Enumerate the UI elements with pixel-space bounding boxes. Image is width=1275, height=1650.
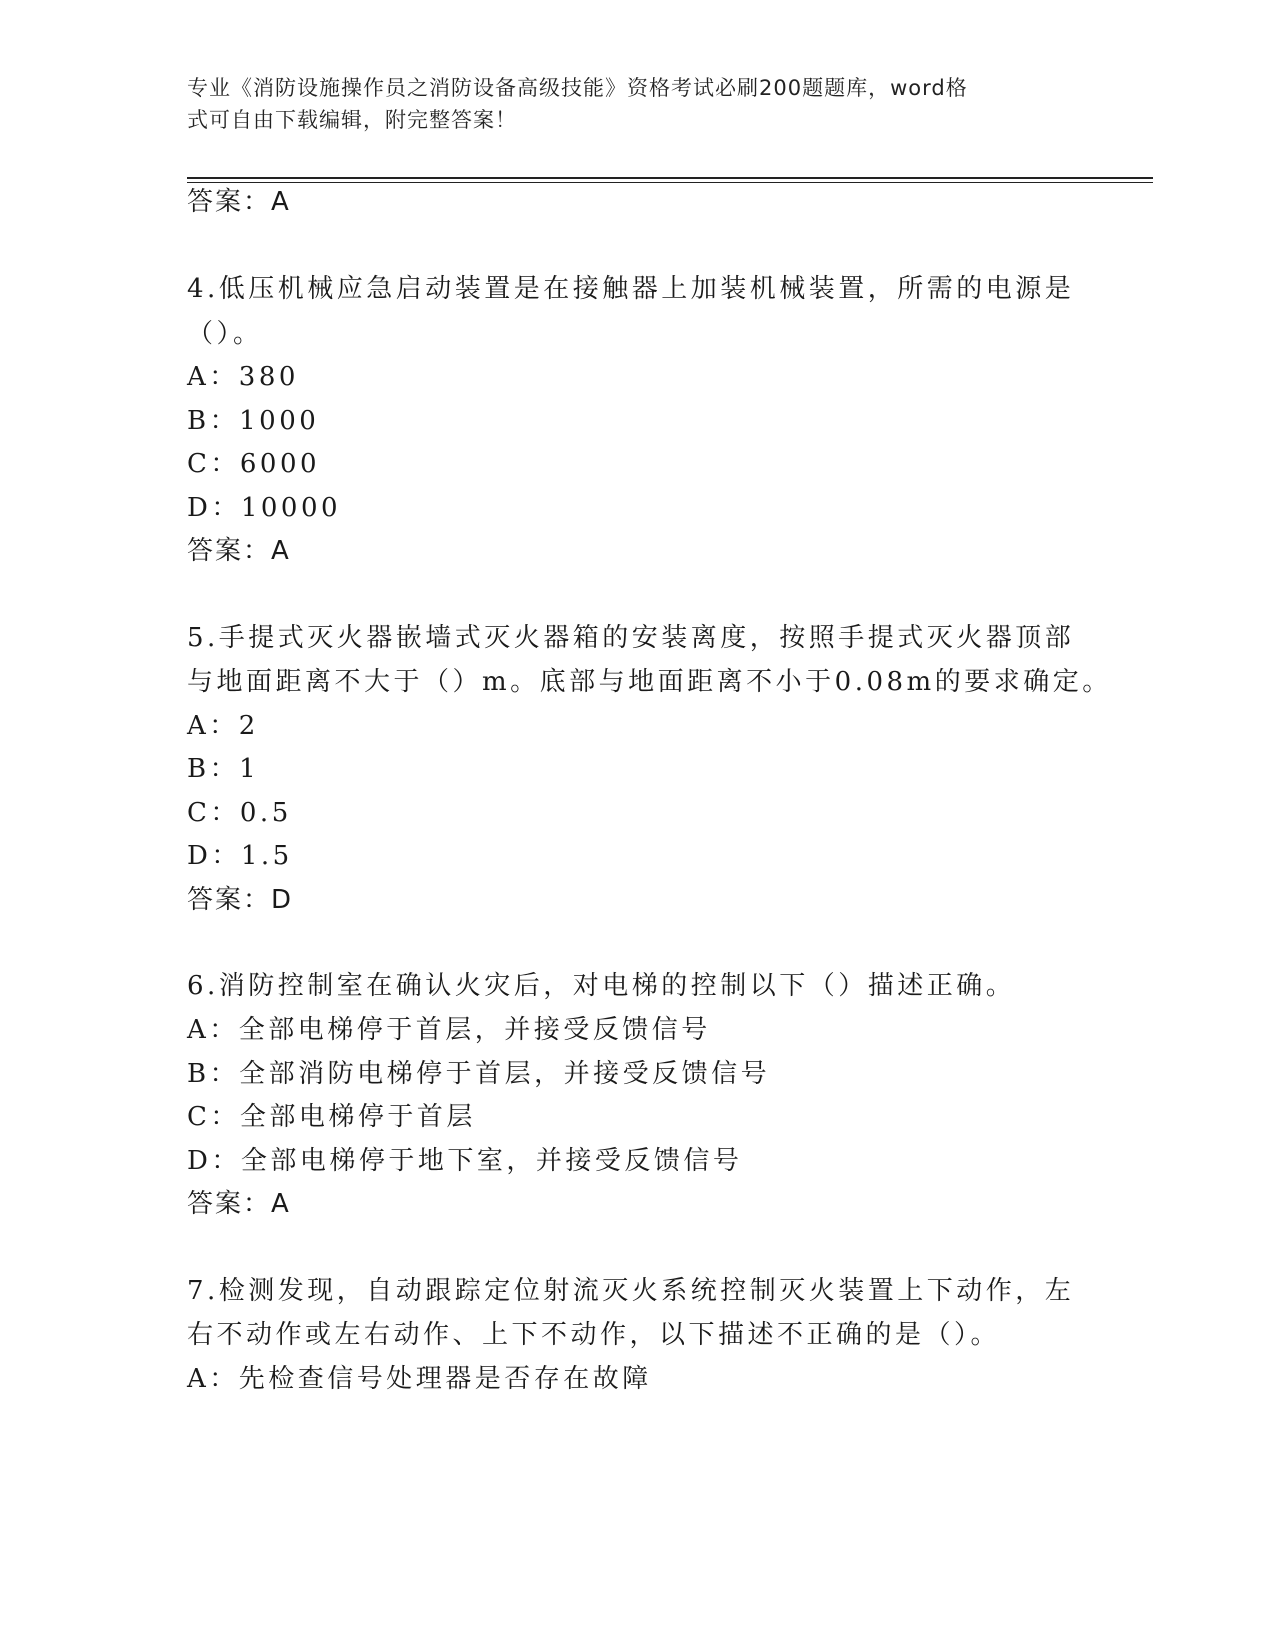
option-d: D：全部电梯停于地下室，并接受反馈信号	[187, 1146, 743, 1176]
header-line-2: 式可自由下载编辑，附完整答案！	[187, 108, 517, 132]
document-header	[187, 72, 1067, 136]
option-c: C：6000	[187, 449, 321, 479]
answer: 答案：A	[187, 536, 291, 566]
question-text: 7.检测发现，自动跟踪定位射流灭火系统控制灭火装置上下动作，左	[187, 1276, 1075, 1306]
option-a: A：全部电梯停于首层，并接受反馈信号	[187, 1015, 711, 1045]
question-text: 与地面距离不大于（）m。底部与地面距离不小于0.08m的要求确定。	[187, 667, 1112, 697]
question-text: 4.低压机械应急启动装置是在接触器上加装机械装置，所需的电源是	[187, 274, 1075, 304]
option-b: B：1	[187, 754, 260, 784]
option-a: A：先检查信号处理器是否存在故障	[187, 1364, 652, 1394]
header-line-1: 专业《消防设施操作员之消防设备高级技能》资格考试必刷200题题库，word格	[187, 76, 968, 100]
option-b: B：全部消防电梯停于首层，并接受反馈信号	[187, 1059, 771, 1089]
answer: 答案：A	[187, 1189, 291, 1219]
question-text: （）。	[187, 319, 263, 349]
question-text: 5.手提式灭火器嵌墙式灭火器箱的安装离度，按照手提式灭火器顶部	[187, 623, 1075, 653]
question-text: 6.消防控制室在确认火灾后，对电梯的控制以下（）描述正确。	[187, 971, 1016, 1001]
option-b: B：1000	[187, 406, 320, 436]
header-rule-thin	[187, 182, 1153, 183]
option-d: D：10000	[187, 493, 342, 523]
option-c: C：全部电梯停于首层	[187, 1102, 476, 1132]
previous-answer: 答案：A	[187, 187, 291, 217]
option-d: D：1.5	[187, 841, 293, 871]
answer: 答案：D	[187, 885, 294, 915]
option-a: A：380	[187, 362, 299, 392]
question-text: 右不动作或左右动作、上下不动作，以下描述不正确的是（）。	[187, 1320, 1001, 1350]
header-rule-thick	[187, 177, 1153, 179]
option-c: C：0.5	[187, 798, 292, 828]
option-a: A：2	[187, 711, 259, 741]
